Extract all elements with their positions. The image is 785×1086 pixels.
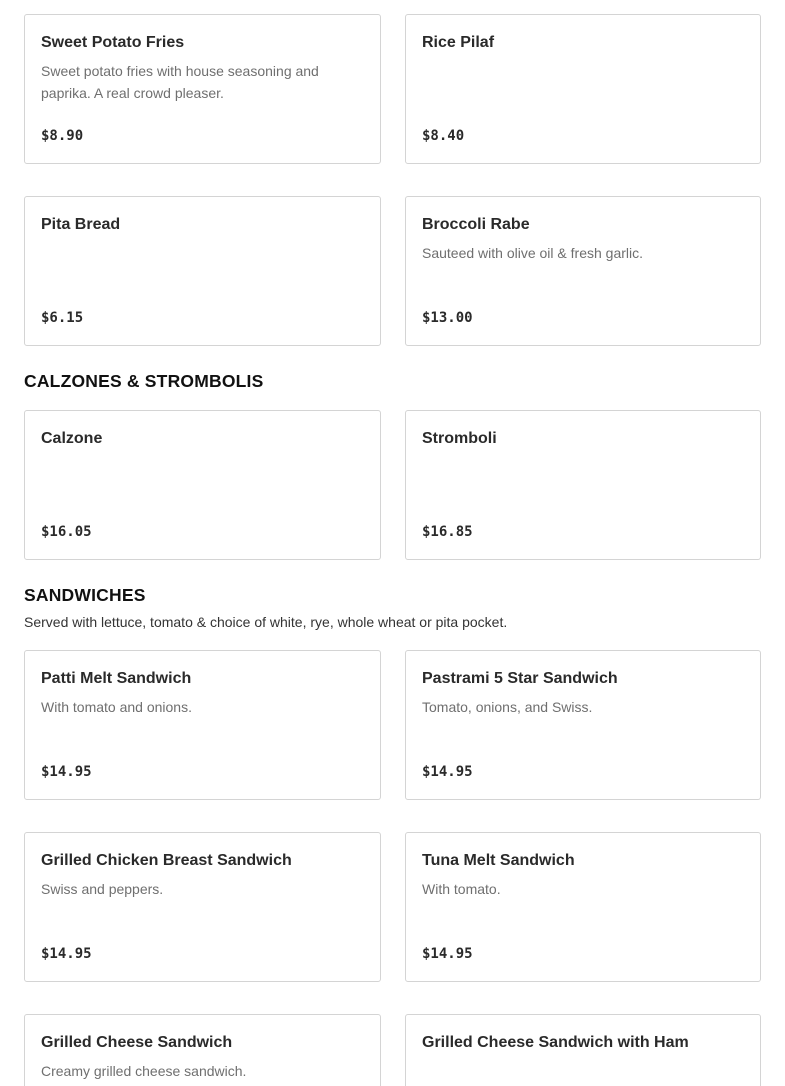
menu-item-card[interactable] — [24, 410, 381, 560]
menu-item-price: $14.95 — [422, 946, 473, 962]
menu-item-name: Broccoli Rabe — [422, 216, 530, 233]
menu-item-price: $13.00 — [422, 310, 473, 326]
menu-item-card[interactable] — [405, 14, 761, 164]
menu-item-description: Creamy grilled cheese sandwich. — [41, 1063, 247, 1079]
menu-item-name: Rice Pilaf — [422, 34, 495, 51]
menu-item-price: $6.15 — [41, 310, 84, 326]
menu-item-price: $8.40 — [422, 128, 465, 144]
menu-item-price: $16.05 — [41, 524, 92, 540]
menu-item-card[interactable] — [405, 650, 761, 800]
menu-item-price: $14.95 — [422, 764, 473, 780]
menu-item-description: Sweet potato fries with house seasoning and paprika. A real crowd pleaser. — [41, 63, 319, 101]
menu-item-name: Grilled Cheese Sandwich — [41, 1034, 233, 1051]
menu-item-name: Patti Melt Sandwich — [41, 670, 192, 687]
menu-item-card[interactable] — [405, 410, 761, 560]
menu-item-card[interactable] — [24, 196, 381, 346]
menu-item-card[interactable] — [24, 14, 381, 164]
menu-item-price: $14.95 — [41, 946, 92, 962]
menu-item-description: Swiss and peppers. — [41, 881, 164, 897]
menu-item-description: With tomato. — [422, 881, 501, 897]
section-title-sandwiches: SANDWICHES — [24, 585, 146, 605]
menu-item-description: Tomato, onions, and Swiss. — [422, 699, 593, 715]
menu-item-price: $8.90 — [41, 128, 84, 144]
menu-item-card[interactable] — [405, 196, 761, 346]
menu-item-name: Sweet Potato Fries — [41, 34, 185, 51]
menu-item-name: Stromboli — [422, 430, 497, 447]
menu-item-card[interactable] — [405, 832, 761, 982]
menu-item-description: With tomato and onions. — [41, 699, 192, 715]
menu-item-price: $14.95 — [41, 764, 92, 780]
menu-item-name: Grilled Cheese Sandwich with Ham — [422, 1034, 689, 1051]
menu-item-card[interactable] — [24, 832, 381, 982]
menu-item-card[interactable] — [405, 1014, 761, 1086]
menu-item-card[interactable] — [24, 650, 381, 800]
menu-item-name: Grilled Chicken Breast Sandwich — [41, 852, 292, 869]
menu-item-description: Sauteed with olive oil & fresh garlic. — [422, 245, 643, 261]
menu-item-card[interactable] — [24, 1014, 381, 1086]
section-subtitle-sandwiches: Served with lettuce, tomato & choice of white, rye, whole wheat or pita pocket. — [24, 614, 508, 630]
menu-item-name: Tuna Melt Sandwich — [422, 852, 575, 869]
menu-item-price: $16.85 — [422, 524, 473, 540]
section-title-calzones: CALZONES & STROMBOLIS — [24, 371, 264, 391]
menu-item-name: Pastrami 5 Star Sandwich — [422, 670, 618, 687]
menu-item-name: Pita Bread — [41, 216, 121, 233]
menu-item-name: Calzone — [41, 430, 103, 447]
